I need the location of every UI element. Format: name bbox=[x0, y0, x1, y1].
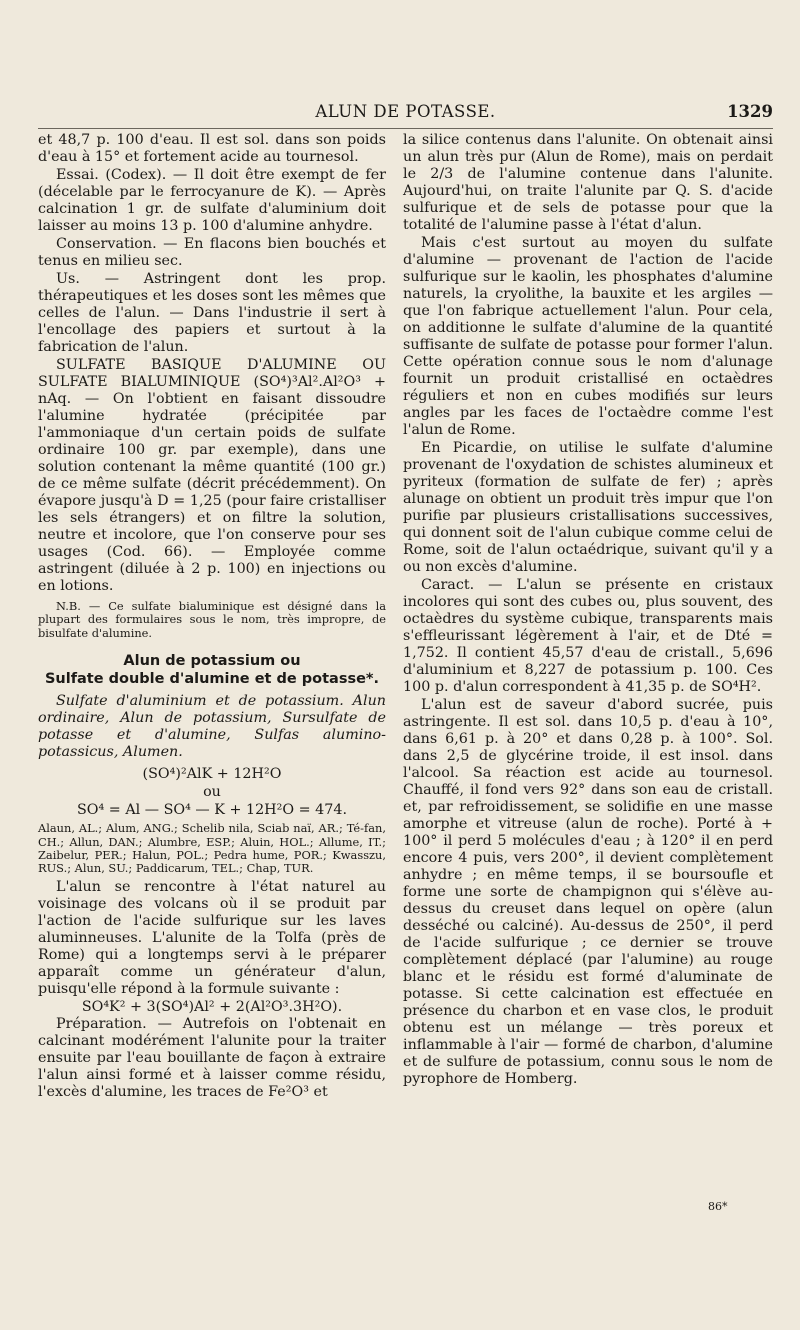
formula-developed: SO⁴ = Al — SO⁴ — K + 12H²O = 474. bbox=[77, 802, 347, 819]
signature-mark: 86* bbox=[708, 1200, 728, 1213]
paragraph-caracteres: Caract. — L'alun se présente en cristaux incolores qui sont des cubes ou, plus souvent, des octaèdres du système cubique, transparents mais s'effleurissant légèrement à l'air, et de Dté = 1,752. Il contient 45,57 d'eau de cristall., 5,696 d'aluminium et 8,227 de potassium p. 100. Ces 100 p. d'alun correspondent à 41,35 p. de SO⁴H². bbox=[403, 577, 773, 695]
left-column bbox=[38, 132, 386, 1101]
section-heading-line2: Sulfate double d'alumine et de potasse*. bbox=[44, 671, 380, 688]
section-heading-line1: Alun de potassium ou bbox=[123, 653, 301, 670]
running-title: ALUN DE POTASSE. bbox=[315, 102, 496, 121]
paragraph-preparation: Préparation. — Autrefois on l'obtenait en calcinant modérément l'alunite pour la traiter ensuite par l'eau bouillante de façon à extraire l'alun ainsi formé et à laisser comme résidu, l'excès d'alumine, les traces de Fe²O³ et bbox=[38, 1016, 386, 1101]
paragraph-essai: Essai. (Codex). — Il doit être exempt de fer (décelable par le ferrocyanure de K). — Après calcination 1 gr. de sulfate d'aluminium doit laisser au moins 13 p. 100 d'alumine anhydre. bbox=[38, 167, 386, 234]
formula-or: ou bbox=[203, 784, 221, 801]
paragraph-sulfate-basique: SULFATE BASIQUE D'ALUMINE OU SULFATE BIALUMINIQUE (SO⁴)³Al².Al²O³ + nAq. — On l'obtient en faisant dissoudre l'alumine hydratée (précipitée par l'ammoniaque d'un certain poids de sulfate ordinaire 100 gr. par exemple), dans une solution contenant la même quantité (100 gr.) de ce même sulfate (décrit précédemment). On évapore jusqu'à D = 1,25 (pour faire cristalliser les sels étrangers) et on filtre la solution, neutre et incolore, que l'on conserve pour ses usages (Cod. 66). — Employée comme astringent (diluée à 2 p. 100) en injections ou en lotions. bbox=[38, 357, 386, 594]
note-nb: N.B. — Ce sulfate bialuminique est désigné dans la plupart des formulaires sous le nom, très impropre, de bisulfate d'alumine. bbox=[38, 599, 386, 640]
page-number: 1329 bbox=[727, 102, 773, 121]
running-header bbox=[38, 100, 773, 129]
paragraph: et 48,7 p. 100 d'eau. Il est sol. dans son poids d'eau à 15° et fortement acide au tournesol. bbox=[38, 132, 386, 165]
paragraph-usages: Us. — Astringent dont les prop. thérapeutiques et les doses sont les mêmes que celles de l'alun. — Dans l'industrie il sert à l'encollage des papiers et surtout à la fabrication de l'alun. bbox=[38, 271, 386, 355]
right-column bbox=[403, 132, 773, 1088]
paragraph-conservation: Conservation. — En flacons bien bouchés et tenus en milieu sec. bbox=[38, 236, 386, 269]
paragraph-etat-naturel: L'alun se rencontre à l'état naturel au voisinage des volcans où il se produit par l'action de l'acide sulfurique sur les laves aluminneuses. L'alunite de la Tolfa (près de Rome) qui a longtemps servi à le préparer apparaît comme un générateur d'alun, puisqu'elle répond à la formule suivante : bbox=[38, 879, 386, 998]
synonyms: Sulfate d'aluminium et de potassium. Alun ordinaire, Alun de potassium, Sursulfate de potasse et d'alumine, Sulfas alumino-potassicus, Alumen. bbox=[38, 693, 386, 761]
paragraph: la silice contenus dans l'alunite. On obtenait ainsi un alun très pur (Alun de Rome), mais on perdait le 2/3 de l'alumine contenue dans l'alunite. Aujourd'hui, on traite l'alunite par Q. S. d'acide sulfurique et de sels de potasse pour que la totalité de l'alumine passe à l'état d'alun. bbox=[403, 132, 773, 233]
paragraph-sulfate-alumine: Mais c'est surtout au moyen du sulfate d'alumine — provenant de l'action de l'acide sulfurique sur le kaolin, les phosphates d'alumine naturels, la cryolithe, la bauxite et les argiles — que l'on fabrique actuellement l'alun. Pour cela, on additionne le sulfate d'alumine de la quantité suffisante de sulfate de potasse pour former l'alun. Cette opération connue sous le nom d'alunage fournit un produit cristallisé en octaèdres réguliers et non en cubes modifiés sur leurs angles par les faces de l'octaèdre comme l'est l'alun de Rome. bbox=[403, 235, 773, 438]
paragraph-proprietes: L'alun est de saveur d'abord sucrée, puis astringente. Il est sol. dans 10,5 p. d'eau à 10°, dans 6,61 p. à 20° et dans 0,28 p. à 100°. Sol. dans 2,5 de glycérine troide, il est insol. dans l'alcool. Sa réaction est acide au tournesol. Chauffé, il fond vers 92° dans son eau de cristall. et, par refroidissement, se solidifie en une masse amorphe et vitreuse (alun de roche). Porté à + 100° il perd 5 molécules d'eau ; à 120° il en perd encore 4 puis, vers 200°, il devient complètement anhydre ; en même temps, il se boursoufle et forme une sorte de champignon qui s'élève au-dessus du creuset dans lequel on opère (alun desséché ou calciné). Au-dessus de 250°, il perd de l'acide sulfurique ; ce dernier se trouve complètement déplacé (par l'alumine) au rouge blanc et le résidu est formé d'aluminate de potasse. Si cette calcination est effectuée en présence du charbon et en vase clos, le produit obtenu est un mélange — très poreux et inflammable à l'air — formé de charbon, d'alumine et de sulfure de potassium, connu sous le nom de pyrophore de Homberg. bbox=[403, 697, 773, 1087]
paragraph-picardie: En Picardie, on utilise le sulfate d'alumine provenant de l'oxydation de schistes alumineux et pyriteux (formation de sulfate de fer) ; après alunage on obtient un produit très impur que l'on purifie par plusieurs cristallisations successives, qui donnent soit de l'alun cubique comme celui de Rome, soit de l'alun octaédrique, suivant qu'il y a ou non excès d'alumine. bbox=[403, 440, 773, 575]
formula-main: (SO⁴)²AlK + 12H²O bbox=[142, 766, 282, 783]
foreign-names: Alaun, AL.; Alum, ANG.; Schelib nila, Sciab naï, AR.; Té-fan, CH.; Allun, DAN.; Alumbre, ESP.; Aluin, HOL.; Allume, IT.; Zaibelur, PER.; Halun, POL.; Pedra hume, POR.; Kwasszu, RUS.; Alun, SU.; Paddicarum, TEL.; Chap, TUR. bbox=[38, 821, 386, 876]
formula-alunite: SO⁴K² + 3(SO⁴)Al² + 2(Al²O³.3H²O). bbox=[81, 999, 343, 1016]
